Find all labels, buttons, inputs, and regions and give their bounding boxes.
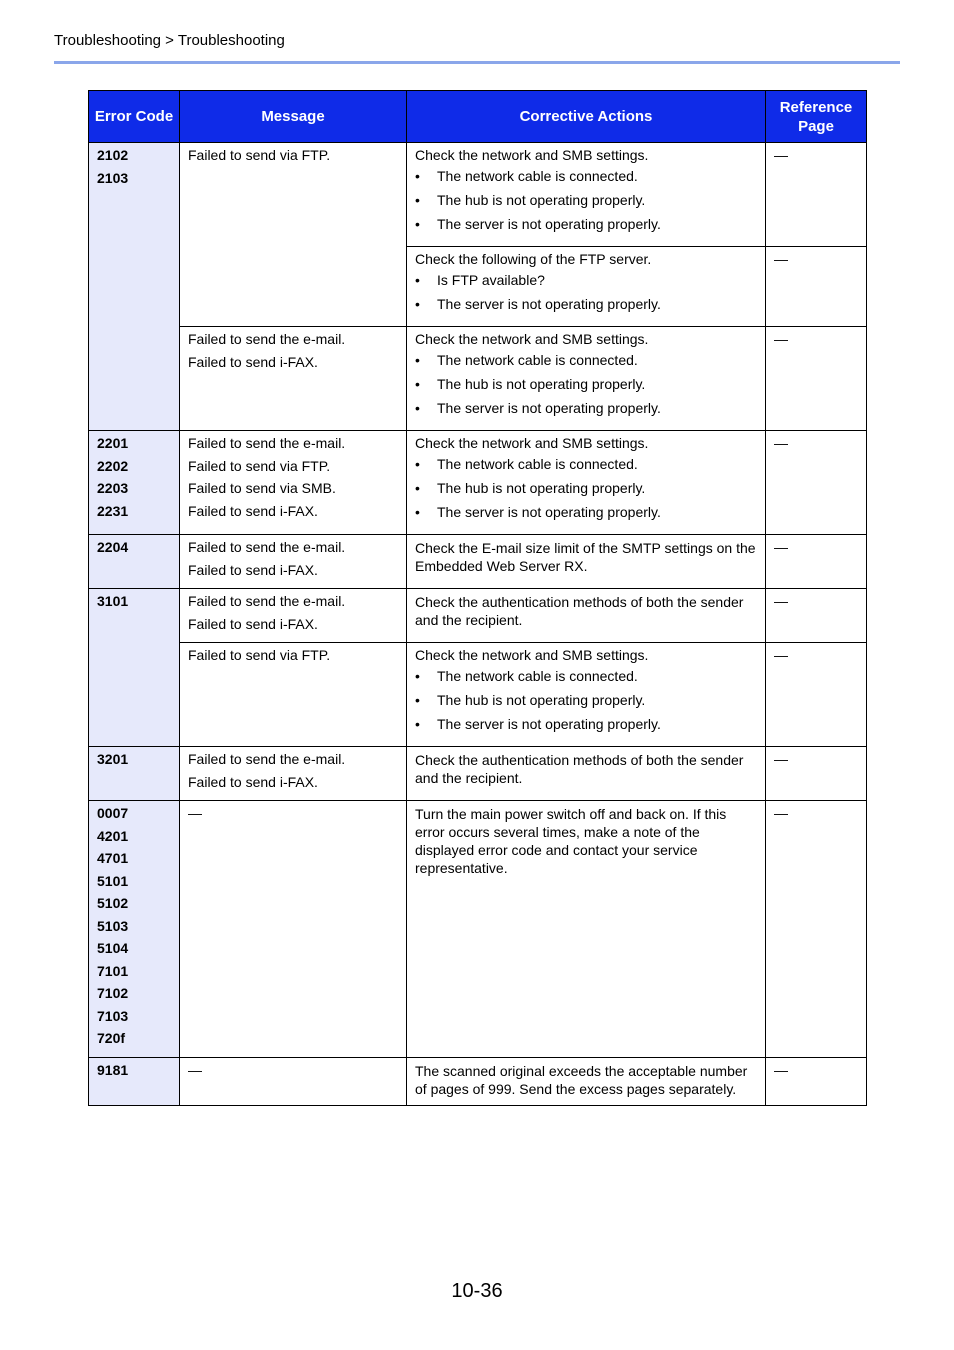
error-code: 5101 xyxy=(97,872,129,889)
error-code: 3201 xyxy=(97,751,129,767)
reference-page-cell: — xyxy=(766,143,867,247)
table-row xyxy=(89,535,867,589)
error-code: 5104 xyxy=(97,940,129,956)
table-body xyxy=(89,143,867,1106)
error-code: 7101 xyxy=(97,962,129,979)
action-bullet: • The server is not operating properly. xyxy=(415,400,757,417)
message-text: — xyxy=(188,805,202,821)
message-text: Failed to send via FTP. xyxy=(188,647,331,663)
table-header-row xyxy=(89,91,867,143)
message-text: Failed to send i-FAX. xyxy=(188,502,318,519)
message-cell xyxy=(180,801,407,1058)
action-bullet: • The hub is not operating properly. xyxy=(415,692,757,709)
table-row xyxy=(89,589,867,643)
header-corrective-actions: Corrective Actions xyxy=(407,91,766,143)
reference-page-cell: — xyxy=(766,747,867,801)
error-code: 2201 xyxy=(97,435,129,451)
action-intro: Turn the main power switch off and back on. If this error occurs several times, make a note of the displayed error code and contact your service representative. xyxy=(415,806,727,876)
error-code: 2102 xyxy=(97,147,129,163)
error-code-cell xyxy=(89,589,180,747)
table-row xyxy=(89,747,867,801)
error-code: 2203 xyxy=(97,480,129,496)
table-row xyxy=(89,643,867,747)
action-bullet: • The network cable is connected. xyxy=(415,352,757,369)
action-bullet: • The network cable is connected. xyxy=(415,456,757,473)
error-code-cell xyxy=(89,1057,180,1105)
header-error-code: Error Code xyxy=(89,91,180,143)
header-rule xyxy=(54,61,900,64)
corrective-action-cell xyxy=(407,431,766,535)
header-reference-page: Reference Page xyxy=(766,91,867,143)
error-code: 3101 xyxy=(97,593,129,609)
action-bullet: • The server is not operating properly. xyxy=(415,504,757,521)
action-intro: Check the following of the FTP server. xyxy=(415,251,652,267)
message-cell xyxy=(180,143,407,327)
message-text: Failed to send i-FAX. xyxy=(188,561,318,578)
corrective-action-cell xyxy=(407,535,766,589)
action-intro: The scanned original exceeds the acceptable number of pages of 999. Send the excess pages separately. xyxy=(415,1062,748,1097)
action-bullet: • The server is not operating properly. xyxy=(415,216,757,233)
message-cell xyxy=(180,747,407,801)
error-code-cell xyxy=(89,431,180,535)
corrective-action-cell xyxy=(407,1057,766,1105)
error-code: 5103 xyxy=(97,917,129,934)
action-bullet: • The hub is not operating properly. xyxy=(415,192,757,209)
error-code: 9181 xyxy=(97,1061,129,1078)
error-code: 4201 xyxy=(97,827,129,844)
corrective-action-cell xyxy=(407,247,766,327)
table-row xyxy=(89,431,867,535)
error-code-table xyxy=(88,90,867,1106)
message-text: Failed to send i-FAX. xyxy=(188,615,318,632)
message-text: — xyxy=(188,1061,202,1078)
action-bullet: • The hub is not operating properly. xyxy=(415,376,757,393)
table-row xyxy=(89,143,867,247)
message-text: Failed to send the e-mail. xyxy=(188,751,346,767)
message-text: Failed to send the e-mail. xyxy=(188,435,346,451)
error-code-cell xyxy=(89,535,180,589)
reference-page-cell: — xyxy=(766,589,867,643)
reference-page-cell: — xyxy=(766,327,867,431)
action-bullet: • The server is not operating properly. xyxy=(415,296,757,313)
corrective-action-cell xyxy=(407,801,766,1058)
error-code: 720f xyxy=(97,1030,126,1046)
error-code: 2103 xyxy=(97,169,129,186)
action-intro: Check the network and SMB settings. xyxy=(415,147,649,163)
action-bullet: • The network cable is connected. xyxy=(415,168,757,185)
action-intro: Check the E-mail size limit of the SMTP settings on the Embedded Web Server RX. xyxy=(415,540,756,574)
error-code: 0007 xyxy=(97,805,129,821)
reference-page-cell: — xyxy=(766,801,867,1058)
reference-page-cell: — xyxy=(766,643,867,747)
action-bullet: • The network cable is connected. xyxy=(415,668,757,685)
message-text: Failed to send via SMB. xyxy=(188,480,336,496)
reference-page-cell: — xyxy=(766,535,867,589)
message-text: Failed to send i-FAX. xyxy=(188,353,318,370)
message-cell xyxy=(180,431,407,535)
error-code-cell xyxy=(89,143,180,431)
error-code-cell xyxy=(89,747,180,801)
message-text: Failed to send the e-mail. xyxy=(188,593,346,609)
action-bullet: • The hub is not operating properly. xyxy=(415,480,757,497)
message-cell xyxy=(180,327,407,431)
message-cell xyxy=(180,535,407,589)
action-intro: Check the network and SMB settings. xyxy=(415,435,649,451)
page-number: 10-36 xyxy=(451,1280,503,1302)
reference-page-cell: — xyxy=(766,431,867,535)
message-text: Failed to send the e-mail. xyxy=(188,539,346,555)
error-code: 5102 xyxy=(97,895,129,911)
action-intro: Check the authentication methods of both the sender and the recipient. xyxy=(415,752,744,786)
action-bullet: • Is FTP available? xyxy=(415,272,757,289)
error-code: 2202 xyxy=(97,457,129,474)
message-text: Failed to send i-FAX. xyxy=(188,773,318,790)
reference-page-cell: — xyxy=(766,247,867,327)
error-code: 2231 xyxy=(97,502,129,519)
message-cell xyxy=(180,643,407,747)
header-message: Message xyxy=(180,91,407,143)
breadcrumb: Troubleshooting > Troubleshooting xyxy=(54,32,285,49)
message-text: Failed to send the e-mail. xyxy=(188,331,346,347)
message-cell xyxy=(180,1057,407,1105)
table-row xyxy=(89,801,867,1058)
corrective-action-cell xyxy=(407,643,766,747)
action-intro: Check the authentication methods of both the sender and the recipient. xyxy=(415,594,744,628)
error-code: 4701 xyxy=(97,850,129,866)
error-code: 2204 xyxy=(97,539,129,555)
action-intro: Check the network and SMB settings. xyxy=(415,331,649,347)
table-row xyxy=(89,1057,867,1105)
corrective-action-cell xyxy=(407,327,766,431)
table-row xyxy=(89,327,867,431)
reference-page-cell: — xyxy=(766,1057,867,1105)
error-code-cell xyxy=(89,801,180,1058)
error-code: 7103 xyxy=(97,1007,129,1024)
error-code: 7102 xyxy=(97,985,129,1001)
corrective-action-cell xyxy=(407,589,766,643)
message-text: Failed to send via FTP. xyxy=(188,457,331,474)
message-text: Failed to send via FTP. xyxy=(188,147,331,163)
corrective-action-cell xyxy=(407,747,766,801)
action-intro: Check the network and SMB settings. xyxy=(415,647,649,663)
corrective-action-cell xyxy=(407,143,766,247)
message-cell xyxy=(180,589,407,643)
action-bullet: • The server is not operating properly. xyxy=(415,716,757,733)
